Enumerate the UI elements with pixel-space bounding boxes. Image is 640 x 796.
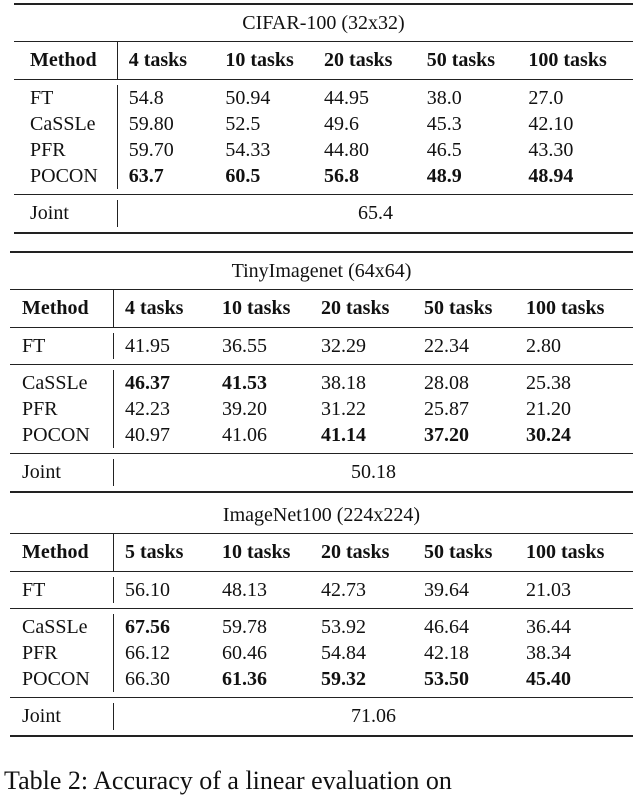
- column-header: 20 tasks: [321, 541, 390, 563]
- column-header: Method: [10, 534, 114, 571]
- results-table: [10, 497, 633, 737]
- column-header: 4 tasks: [128, 49, 188, 71]
- joint-label: Joint: [10, 459, 114, 486]
- value-cell: 39.20: [222, 398, 267, 420]
- table-title: CIFAR-100 (32x32): [14, 5, 633, 42]
- value-cell: 45.3: [426, 113, 462, 135]
- table-row: [10, 666, 633, 692]
- table-title: ImageNet100 (224x224): [10, 497, 633, 534]
- joint-value: 50.18: [351, 461, 396, 483]
- table-row: [14, 85, 633, 111]
- value-cell: 41.53: [222, 372, 267, 394]
- table-row: [10, 614, 633, 640]
- method-cell: FT: [10, 577, 114, 603]
- column-header: 50 tasks: [424, 297, 493, 319]
- joint-row-group: [10, 698, 633, 737]
- table-title: TinyImagenet (64x64): [10, 253, 633, 290]
- table-row: [10, 577, 633, 603]
- header-row: [14, 42, 633, 80]
- method-cell: CaSSLe: [14, 111, 118, 137]
- table-row: [10, 422, 633, 448]
- value-cell: 54.84: [321, 642, 366, 664]
- row-group: [10, 609, 633, 698]
- joint-row: [14, 200, 633, 227]
- row-group: [10, 365, 633, 454]
- value-cell: 56.8: [324, 165, 360, 187]
- joint-row: [10, 459, 633, 486]
- value-cell: 44.95: [324, 87, 370, 109]
- method-cell: FT: [10, 333, 114, 359]
- method-cell: FT: [14, 85, 118, 111]
- value-cell: 36.44: [526, 616, 571, 638]
- value-cell: 42.18: [424, 642, 469, 664]
- value-cell: 25.38: [526, 372, 571, 394]
- column-header: 100 tasks: [526, 297, 605, 319]
- method-cell: POCON: [14, 163, 118, 189]
- value-cell: 38.0: [426, 87, 462, 109]
- method-cell: PFR: [10, 396, 114, 422]
- joint-row: [10, 703, 633, 730]
- joint-row-group: [14, 195, 633, 234]
- column-header: 100 tasks: [528, 49, 607, 71]
- value-cell: 22.34: [424, 335, 469, 357]
- value-cell: 59.78: [222, 616, 267, 638]
- value-cell: 38.34: [526, 642, 571, 664]
- table-row: [10, 640, 633, 666]
- column-header: 50 tasks: [426, 49, 496, 71]
- value-cell: 31.22: [321, 398, 366, 420]
- value-cell: 54.8: [128, 87, 164, 109]
- table-row: [10, 370, 633, 396]
- value-cell: 36.55: [222, 335, 267, 357]
- value-cell: 44.80: [324, 139, 370, 161]
- column-header: 10 tasks: [222, 541, 291, 563]
- results-table: [10, 251, 633, 493]
- value-cell: 66.12: [125, 642, 170, 664]
- method-cell: CaSSLe: [10, 614, 114, 640]
- value-cell: 52.5: [225, 113, 261, 135]
- value-cell: 2.80: [526, 335, 561, 357]
- value-cell: 21.20: [526, 398, 571, 420]
- results-table: [14, 3, 633, 234]
- value-cell: 39.64: [424, 579, 469, 601]
- value-cell: 42.10: [528, 113, 574, 135]
- joint-label: Joint: [14, 200, 118, 227]
- value-cell: 21.03: [526, 579, 571, 601]
- table-caption: Table 2: Accuracy of a linear evaluation on: [4, 766, 452, 795]
- value-cell: 46.64: [424, 616, 469, 638]
- column-header: 100 tasks: [526, 541, 605, 563]
- column-header: 10 tasks: [222, 297, 291, 319]
- value-cell: 59.70: [128, 139, 174, 161]
- value-cell: 46.5: [426, 139, 462, 161]
- value-cell: 27.0: [528, 87, 564, 109]
- value-cell: 67.56: [125, 616, 170, 638]
- value-cell: 45.40: [526, 668, 571, 690]
- value-cell: 37.20: [424, 424, 469, 446]
- method-cell: PFR: [10, 640, 114, 666]
- value-cell: 41.14: [321, 424, 366, 446]
- value-cell: 66.30: [125, 668, 170, 690]
- table-row: [14, 111, 633, 137]
- value-cell: 60.5: [225, 165, 261, 187]
- method-cell: PFR: [14, 137, 118, 163]
- value-cell: 43.30: [528, 139, 574, 161]
- value-cell: 53.50: [424, 668, 469, 690]
- column-header: 10 tasks: [225, 49, 294, 71]
- method-cell: POCON: [10, 666, 114, 692]
- column-header: Method: [14, 42, 118, 79]
- value-cell: 49.6: [324, 113, 360, 135]
- value-cell: 25.87: [424, 398, 469, 420]
- value-cell: 53.92: [321, 616, 366, 638]
- value-cell: 59.80: [128, 113, 174, 135]
- value-cell: 61.36: [222, 668, 267, 690]
- column-header: Method: [10, 290, 114, 327]
- method-cell: CaSSLe: [10, 370, 114, 396]
- value-cell: 32.29: [321, 335, 366, 357]
- table-row: [14, 137, 633, 163]
- column-header: 20 tasks: [324, 49, 393, 71]
- value-cell: 28.08: [424, 372, 469, 394]
- value-cell: 38.18: [321, 372, 366, 394]
- value-cell: 40.97: [125, 424, 170, 446]
- value-cell: 48.94: [528, 165, 574, 187]
- value-cell: 41.06: [222, 424, 267, 446]
- joint-label: Joint: [10, 703, 114, 730]
- value-cell: 54.33: [225, 139, 271, 161]
- method-cell: POCON: [10, 422, 114, 448]
- value-cell: 56.10: [125, 579, 170, 601]
- row-group: [14, 80, 633, 195]
- joint-value: 65.4: [358, 202, 393, 224]
- header-row: [10, 290, 633, 328]
- joint-row-group: [10, 454, 633, 493]
- table-row: [14, 163, 633, 189]
- value-cell: 30.24: [526, 424, 571, 446]
- value-cell: 42.73: [321, 579, 366, 601]
- value-cell: 60.46: [222, 642, 267, 664]
- value-cell: 41.95: [125, 335, 170, 357]
- value-cell: 50.94: [225, 87, 271, 109]
- row-group: [10, 572, 633, 609]
- column-header: 5 tasks: [125, 541, 184, 563]
- value-cell: 48.9: [426, 165, 462, 187]
- header-row: [10, 534, 633, 572]
- value-cell: 46.37: [125, 372, 170, 394]
- joint-value: 71.06: [351, 705, 396, 727]
- row-group: [10, 328, 633, 365]
- column-header: 50 tasks: [424, 541, 493, 563]
- table-row: [10, 396, 633, 422]
- value-cell: 63.7: [128, 165, 164, 187]
- value-cell: 48.13: [222, 579, 267, 601]
- column-header: 20 tasks: [321, 297, 390, 319]
- value-cell: 42.23: [125, 398, 170, 420]
- table-row: [10, 333, 633, 359]
- value-cell: 59.32: [321, 668, 366, 690]
- column-header: 4 tasks: [125, 297, 184, 319]
